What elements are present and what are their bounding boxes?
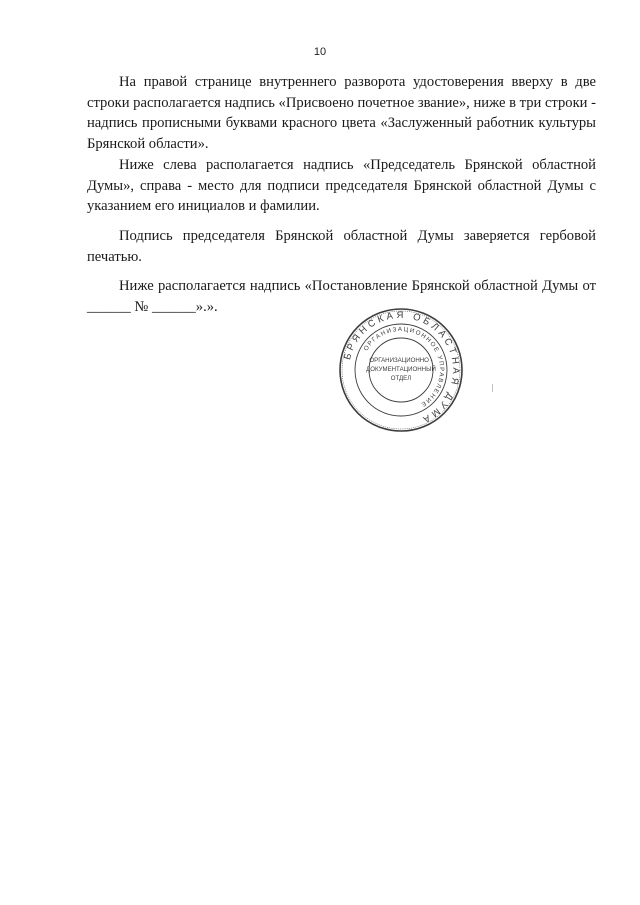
page-number: 10 — [313, 46, 327, 58]
paragraph-2 — [87, 155, 596, 217]
seal-outer-text: БРЯНСКАЯ ОБЛАСТНАЯ ДУМА — [342, 309, 462, 426]
official-seal-stamp — [338, 307, 464, 433]
paragraph-text: Ниже слева располагается надпись «Председатель Брянской областной Думы», справа - место для подписи председателя Брянской областной Думы с указанием его инициалов и фамилии. — [87, 157, 596, 214]
paragraph-text: На правой странице внутреннего разворота удостоверения вверху в две строки располагается надпись «Присвоено почетное звание», ниже в три строки - надпись прописными буквами красного цвета «Заслуженный работник культуры Брянской области». — [87, 74, 596, 152]
seal-center-line-3: ОТДЕЛ — [390, 375, 412, 382]
seal-center-line-1: ОРГАНИЗАЦИОННО - — [369, 357, 433, 364]
seal-inner-text: ОРГАНИЗАЦИОННОЕ УПРАВЛЕНИЕ — [362, 325, 446, 409]
paragraph-text: Ниже располагается надпись «Постановление Брянской областной Думы от ______ № ______».». — [87, 278, 596, 315]
scan-artifact-mark — [492, 384, 493, 392]
seal-graphic — [338, 307, 464, 433]
paragraph-1 — [87, 72, 596, 154]
paragraph-3 — [87, 226, 596, 267]
paragraph-text: Подпись председателя Брянской областной Думы заверяется гербовой печатью. — [87, 228, 596, 265]
seal-center-line-2: ДОКУМЕНТАЦИОННЫЙ — [366, 366, 436, 373]
